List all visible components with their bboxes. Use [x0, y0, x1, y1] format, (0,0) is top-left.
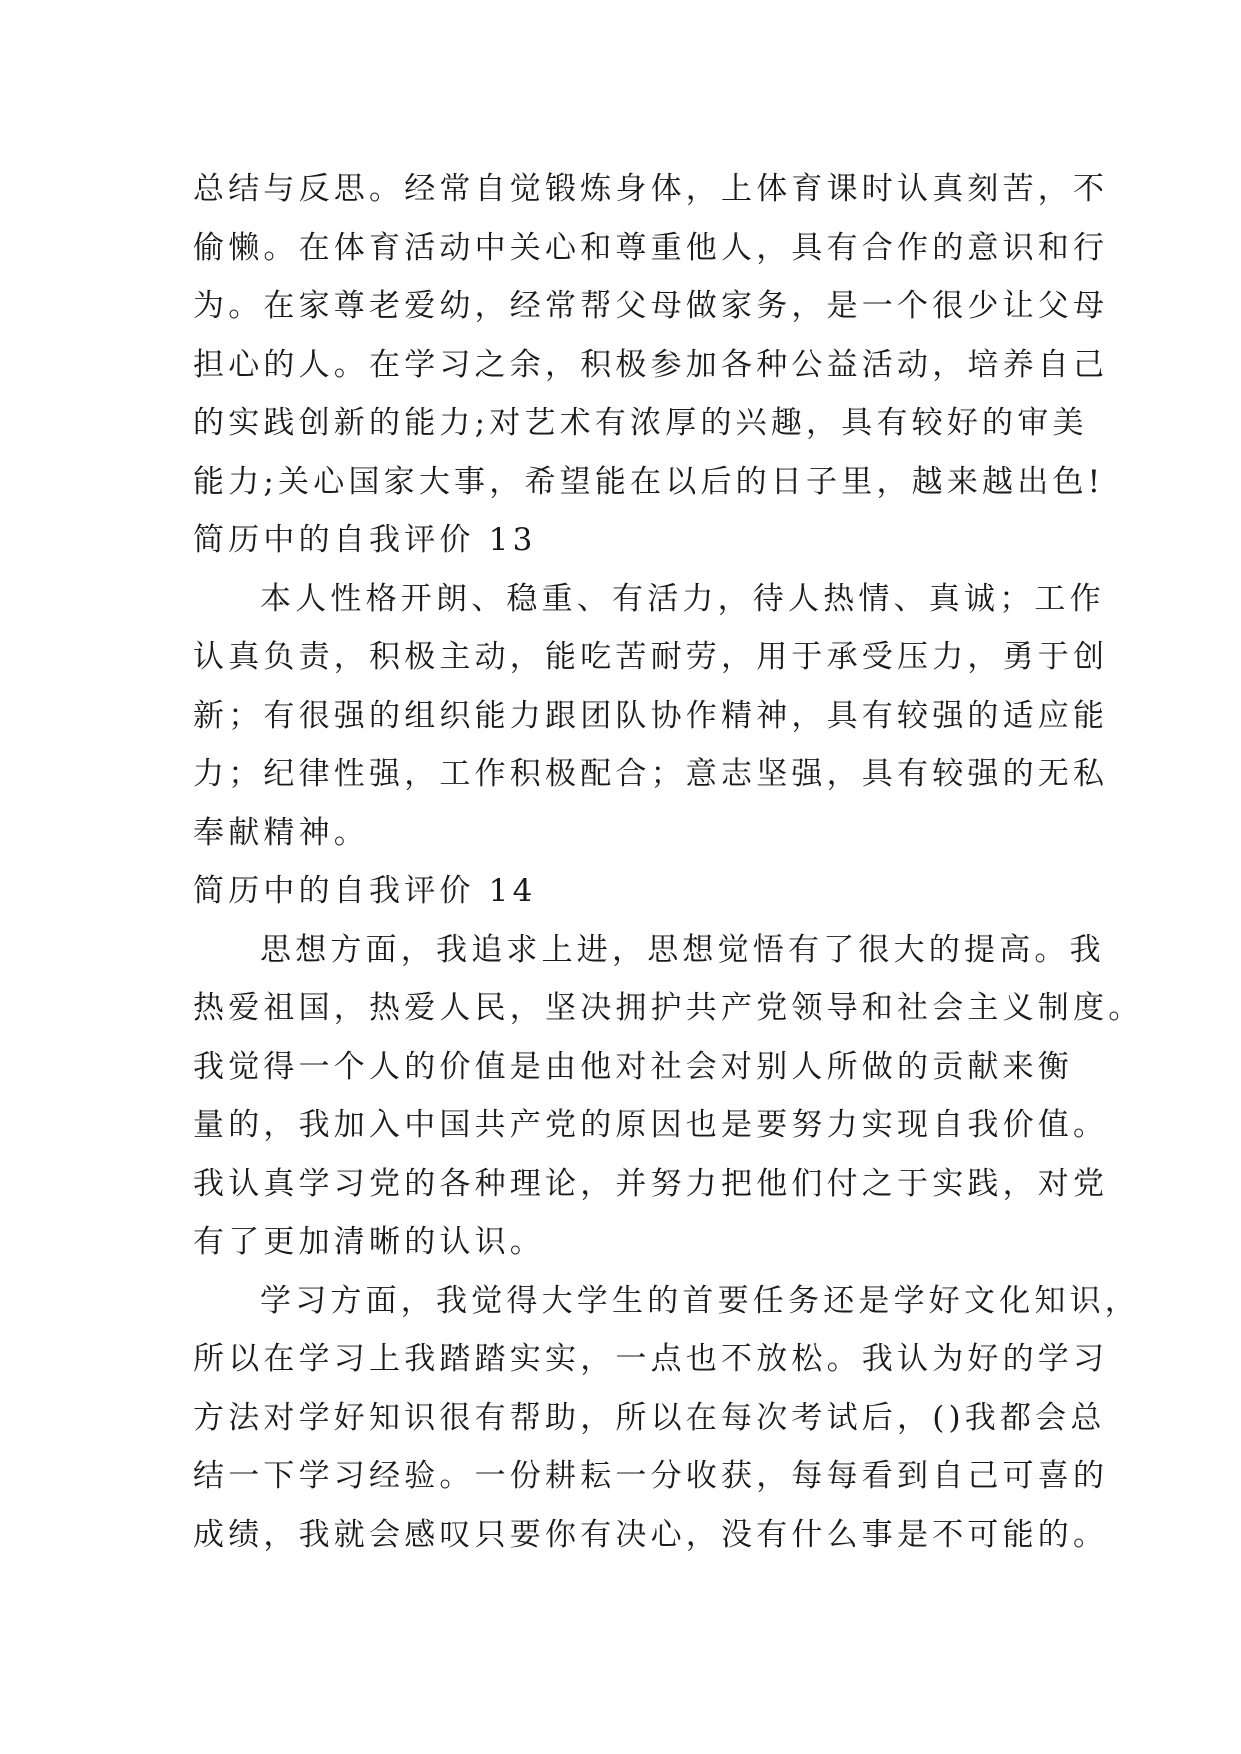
section-heading-14: 简历中的自我评价 14 — [193, 873, 537, 909]
text-line: 奉献精神。 — [193, 814, 369, 851]
text-line: 力；纪律性强，工作积极配合；意志坚强，具有较强的无私 — [193, 756, 1109, 792]
document-body — [193, 160, 1144, 1564]
text-line: 为。在家尊老爱幼，经常帮父母做家务，是一个很少让父母 — [193, 288, 1109, 324]
text-line: 我认真学习党的各种理论，并努力把他们付之于实践，对党 — [193, 1165, 1109, 1202]
text-line: 我觉得一个人的价值是由他对社会对别人所做的贡献来衡 — [193, 1048, 1073, 1085]
text-line: 量的，我加入中国共产党的原因也是要努力实现自我价值。 — [193, 1107, 1109, 1143]
text-line: 所以在学习上我踏踏实实，一点也不放松。我认为好的学习 — [193, 1341, 1109, 1377]
text-line: 新；有很强的组织能力跟团队协作精神，具有较强的适应能 — [193, 697, 1109, 734]
text-line: 认真负责，积极主动，能吃苦耐劳，用于承受压力，勇于创 — [193, 639, 1109, 675]
text-line: 方法对学好知识很有帮助，所以在每次考试后，()我都会总 — [193, 1399, 1106, 1436]
text-line: 担心的人。在学习之余，积极参加各种公益活动，培养自己 — [193, 346, 1109, 383]
text-line: 能力;关心国家大事，希望能在以后的日子里，越来越出色! — [193, 463, 1105, 500]
text-line: 的实践创新的能力;对艺术有浓厚的兴趣，具有较好的审美 — [193, 405, 1088, 441]
paragraph-first-line: 本人性格开朗、稳重、有活力，待人热情、真诚；工作 — [260, 580, 1105, 617]
text-line: 热爱祖国，热爱人民，坚决拥护共产党领导和社会主义制度。 — [193, 990, 1144, 1026]
text-line: 偷懒。在体育活动中关心和尊重他人，具有合作的意识和行 — [193, 229, 1109, 266]
section-heading-13: 简历中的自我评价 13 — [193, 522, 537, 558]
text-line: 结一下学习经验。一份耕耘一分收获，每每看到自己可喜的 — [193, 1458, 1109, 1494]
text-line: 成绩，我就会感叹只要你有决心，没有什么事是不可能的。 — [193, 1516, 1109, 1553]
paragraph-first-line: 思想方面，我追求上进，思想觉悟有了很大的提高。我 — [260, 931, 1105, 968]
text-line: 有了更加清晰的认识。 — [193, 1224, 545, 1260]
paragraph-first-line: 学习方面，我觉得大学生的首要任务还是学好文化知识， — [260, 1282, 1140, 1319]
text-line: 总结与反思。经常自觉锻炼身体，上体育课时认真刻苦，不 — [193, 171, 1109, 207]
